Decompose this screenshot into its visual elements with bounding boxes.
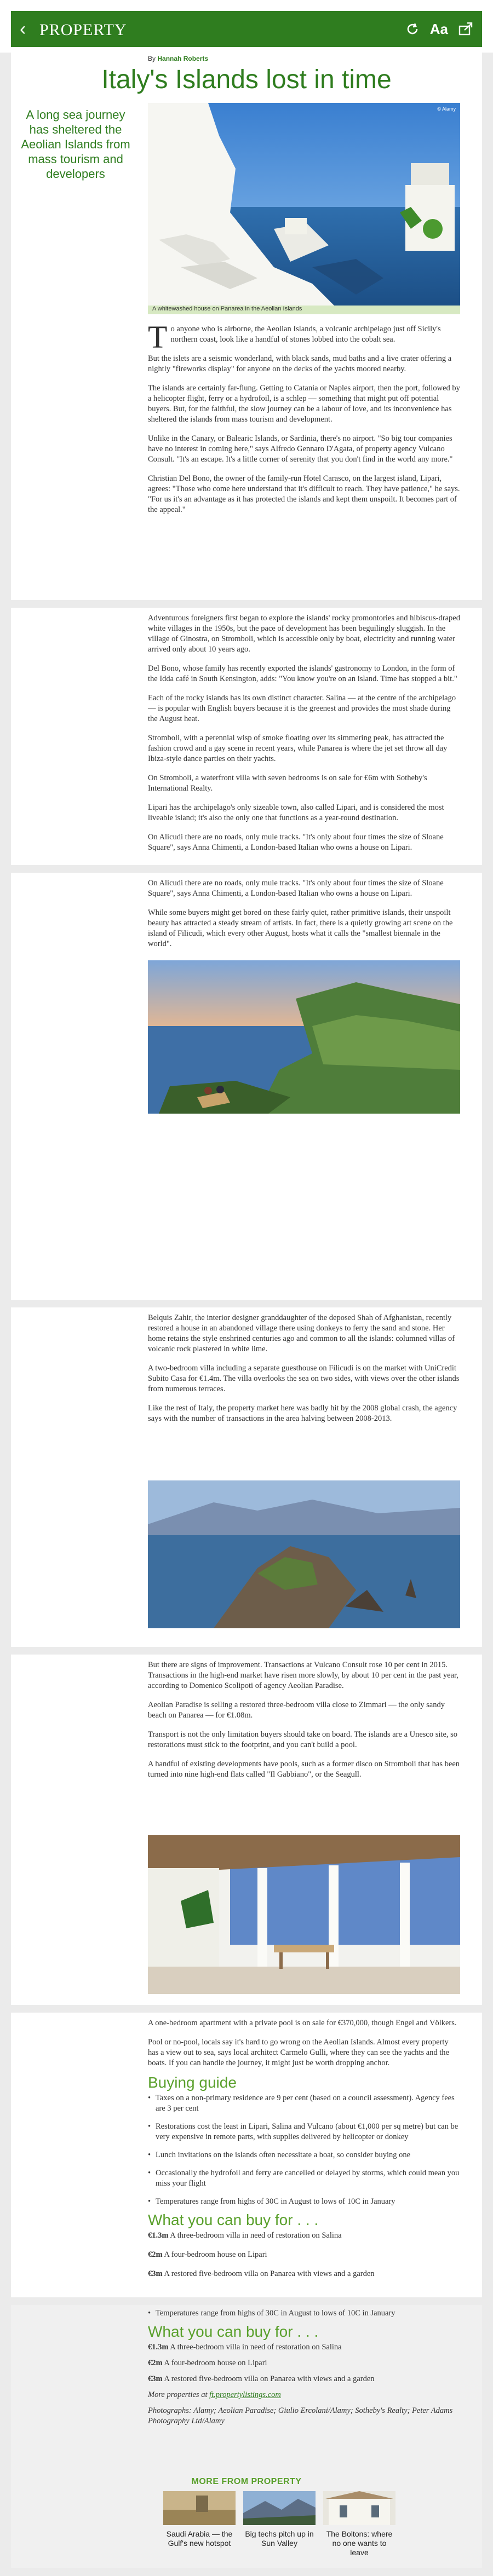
more-card[interactable] xyxy=(243,2491,316,2557)
paragraph: On Alicudi there are no roads, only mule tracks. "It's only about four times the size of Sloane Square", says Anna Chimenti, a London-based Italian who owns a house on Lipari. xyxy=(148,833,444,852)
paragraph: Belquis Zahir, the interior designer granddaughter of the deposed Shah of Afghanistan, recently restored a house in an abandoned village there using donkeys to ferry the sand and stone. Her home retains the style enshrined centuries ago and common to all the islands: columned villas of volcanic rock plastered in white lime. xyxy=(148,1313,455,1353)
photo-villa-pergola xyxy=(148,1835,460,1994)
paragraph: Stromboli, with a perennial wisp of smoke floating over its simmering peak, has attracted the fashion crowd and a gay scene in recent years, while Panarea is where the jet set throw all day Ibiza-style dance parties on their yachts. xyxy=(148,734,448,763)
price-desc: A restored five-bedroom villa on Panarea with views and a garden xyxy=(164,2375,375,2383)
more-properties-link[interactable]: ft.propertylistings.com xyxy=(209,2390,281,2399)
card-title: Big techs pitch up in Sun Valley xyxy=(245,2529,314,2548)
section-header xyxy=(11,11,482,47)
figure-islands-view xyxy=(148,1480,460,1628)
back-arrow-icon[interactable]: ‹ xyxy=(20,19,26,39)
byline-prefix: By xyxy=(148,55,156,62)
price: €2m xyxy=(148,2250,163,2259)
price-item xyxy=(148,2374,460,2384)
top-bar xyxy=(0,0,493,53)
paragraph: Like the rest of Italy, the property market here was badly hit by the 2008 global crash, the agency says with the number of transactions in the area halving between 2008-2013. xyxy=(148,1404,457,1423)
photo-credits: Photographs: Alamy; Aeolian Paradise; Giulio Ercolani/Alamy; Sotheby's Realty; Peter Adams Photography Ltd/Alamy xyxy=(148,2406,453,2425)
paragraph: But there are signs of improvement. Transactions at Vulcano Consult rose 10 per cent in 2015. Transactions in the high-end market have risen more slowly, by about 10 per cent in the past year, according to Domenico Scolipoti of agency Aeolian Paradise. xyxy=(148,1661,458,1690)
hero-credit: © Alamy xyxy=(437,106,456,112)
font-size-icon[interactable]: Aa xyxy=(429,21,448,37)
price: €1.3m xyxy=(148,2231,169,2240)
paragraph: Each of the rocky islands has its own distinct character. Salina — at the centre of the archipelago — is popular with English buyers because it is the greenest and provides the most shade during the August heat. xyxy=(148,694,456,723)
price: €3m xyxy=(148,2269,163,2278)
article-body-6 xyxy=(148,2018,460,2288)
article-body-1 xyxy=(148,319,460,524)
buying-guide-list xyxy=(148,2093,460,2207)
price-desc: A restored five-bedroom villa on Panarea with views and a garden xyxy=(164,2269,375,2278)
paragraph xyxy=(148,319,460,355)
more-properties xyxy=(148,2390,460,2400)
hero-caption: A whitewashed house on Panarea in the Aeolian Islands xyxy=(152,306,302,312)
article-body-5 xyxy=(148,1660,460,1789)
article-page-5 xyxy=(11,1655,482,2005)
more-from-cards xyxy=(163,2491,395,2557)
paragraph: Del Bono, whose family has recently exported the islands' gastronomy to London, in the form of the Idda café in South Kensington, adds: "You know you're on an island. Time has stopped a bit." xyxy=(148,664,457,683)
article-page-3 xyxy=(11,873,482,1300)
buying-guide-title: Buying guide xyxy=(148,2074,237,2091)
price-item xyxy=(148,2250,460,2260)
hero-image xyxy=(148,103,460,314)
paragraph: Adventurous foreigners first began to explore the islands' rocky promontories and hibiscus-draped white villages in the 1950s, but the pace of development has been beguilingly sluggish. In the village of Ginostra, on Stromboli, which is accessible only by boat, electricity and running water arrived only about 10 years ago. xyxy=(148,614,460,654)
article-body-7 xyxy=(148,2308,460,2435)
what-you-can-buy-title: What you can buy for . . . xyxy=(148,2211,319,2228)
hero-photo-whitewashed-house xyxy=(148,103,460,314)
paragraph-text: o anyone who is airborne, the Aeolian Islands, a volcanic archipelago just off Sicily's northern coast, look like a handful of stones lobbed into the cobalt sea. xyxy=(170,325,441,344)
paragraph: The islands are certainly far-flung. Getting to Catania or Naples airport, then the port, followed by a helicopter flight, ferry or a hydrofoil, is a schlep — something that might put off potential buyers. But, for the faithful, the slow journey can be a labour of love, and its inconvenience has sheltered the islands from mass tourism and development. xyxy=(148,384,460,424)
dropcap: T xyxy=(148,319,168,355)
paragraph: A two-bedroom villa including a separate guesthouse on Filicudi is on the market with UniCredit Subito Casa for €1.4m. The villa overlooks the sea on two sides, with views over the other islands from numerous terraces. xyxy=(148,1364,460,1393)
refresh-icon[interactable] xyxy=(405,21,420,37)
paragraph: On Alicudi there are no roads, only mule tracks. "It's only about four times the size of Sloane Square", says Anna Chimenti, a London-based Italian who owns a house on Lipari. xyxy=(148,879,444,898)
price-desc: A three-bedroom villa in need of restoration on Salina xyxy=(170,2343,342,2352)
standfirst: A long sea journey has sheltered the Aeolian Islands from mass tourism and developers xyxy=(21,108,130,181)
list-item: • Taxes on a non-primary residence are 9 per cent (based on a council assessment). Agency fees are 3 per cent xyxy=(148,2093,460,2114)
paragraph: A one-bedroom apartment with a private pool is on sale for €370,000, though Engel and Völkers. xyxy=(148,2019,457,2027)
paragraph: Lipari has the archipelago's only sizeable town, also called Lipari, and is considered the most liveable island; it's also the only one that functions as a year-round destination. xyxy=(148,803,444,822)
photo-aeolian-coast xyxy=(148,1480,460,1628)
headline: Italy's Islands lost in time xyxy=(101,65,392,94)
price: €1.3m xyxy=(148,2343,169,2352)
paragraph: But the islets are a seismic wonderland, with black sands, mud baths and a live crater offering a nightly "fireworks display" for anyone on the decks of the yachts moored nearby. xyxy=(148,354,452,373)
paragraph: Unlike in the Canary, or Balearic Islands, or Sardinia, there's no airport. "So big tour companies have no interest in coming here," says Alfredo Gennaro D'Agata, of property agency Vulcano Consult. "It's an escape. It's a little corner of serenity that you don't find in the world any more." xyxy=(148,434,453,464)
article-page-6 xyxy=(11,2013,482,2297)
article-page-1 xyxy=(11,53,482,600)
price: €3m xyxy=(148,2375,163,2383)
paragraph: Aeolian Paradise is selling a restored three-bedroom villa close to Zimmari — the only sandy beach on Panarea — for €1.08m. xyxy=(148,1701,445,1720)
more-from-title: MORE FROM PROPERTY xyxy=(191,2477,302,2486)
card-thumbnail xyxy=(323,2491,395,2525)
price-desc: A three-bedroom villa in need of restoration on Salina xyxy=(170,2231,342,2240)
card-thumbnail xyxy=(163,2491,236,2525)
list-item: • Occasionally the hydrofoil and ferry are cancelled or delayed by storms, which could mean you miss your flight xyxy=(148,2168,460,2189)
price-item xyxy=(148,2358,460,2368)
article-body-3 xyxy=(148,878,460,958)
list-item: • Temperatures range from highs of 30C in August to lows of 10C in January xyxy=(148,2308,460,2319)
paragraph: Pool or no-pool, locals say it's hard to go wrong on the Aeolian Islands. Almost every property has a view out to sea, says local architect Carmelo Gulli, where they can see the yachts and the boats. If you can handle the journey, it might just be worth dropping anchor. xyxy=(148,2038,449,2067)
card-title: Saudi Arabia — the Gulf's new hotspot xyxy=(166,2529,233,2548)
share-icon[interactable] xyxy=(458,21,473,37)
list-item: • Temperatures range from highs of 30C in August to lows of 10C in January xyxy=(148,2197,460,2207)
price-desc: A four-bedroom house on Lipari xyxy=(164,2250,267,2259)
more-card[interactable] xyxy=(163,2491,236,2557)
article-page-2 xyxy=(11,608,482,865)
bottom-gutter xyxy=(11,2568,482,2576)
paragraph: While some buyers might get bored on these fairly quiet, rather primitive islands, their unspoilt beauty has attracted a steady stream of artists. In fact, there is a quietly growing art scene on the island of Filicudi, which every other August, hosts what it calls the "smallest biennale in the world". xyxy=(148,908,453,948)
photo-coastline-diners xyxy=(148,960,460,1114)
toolbar-icons xyxy=(405,20,473,38)
paragraph: Christian Del Bono, the owner of the family-run Hotel Carasco, on the largest island, Lipari, agrees: "Those who come here understand that it's difficult to reach. They have patience," he says. "For us it's an advantage as it has protected the islands and kept them unspoilt. It becomes part of the appeal." xyxy=(148,474,460,514)
article-page-4 xyxy=(11,1307,482,1647)
paragraph: On Stromboli, a waterfront villa with seven bedrooms is on sale for €6m with Sotheby's International Realty. xyxy=(148,774,427,793)
card-title: The Boltons: where no one wants to leave xyxy=(326,2529,393,2557)
card-thumbnail xyxy=(243,2491,316,2525)
list-item: • Restorations cost the least in Lipari, Salina and Vulcano (about €1,000 per sq metre) but can be very expensive in remote parts, with supplies delivered by helicopter or donkey xyxy=(148,2122,460,2142)
byline xyxy=(148,55,208,62)
more-card[interactable] xyxy=(323,2491,395,2557)
price-item xyxy=(148,2342,460,2353)
article-body-4 xyxy=(148,1313,460,1433)
what-you-can-buy-title-repeat: What you can buy for . . . xyxy=(148,2323,319,2340)
paragraph: A handful of existing developments have pools, such as a former disco on Stromboli that has been turned into nine high-end flats called "Il Gabbiano", or the Seagull. xyxy=(148,1760,460,1779)
buying-guide-list-repeat xyxy=(148,2308,460,2319)
more-prefix: More properties at xyxy=(148,2390,208,2399)
author-link[interactable]: Hannah Roberts xyxy=(157,55,209,62)
section-title[interactable]: PROPERTY xyxy=(39,21,127,39)
list-item: • Lunch invitations on the islands often necessitate a boat, so consider buying one xyxy=(148,2150,460,2160)
price-desc: A four-bedroom house on Lipari xyxy=(164,2359,267,2367)
more-from-section xyxy=(11,2475,482,2568)
price-item xyxy=(148,2269,460,2279)
figure-coastal-terrace xyxy=(148,960,460,1114)
figure-villa-terrace xyxy=(148,1835,460,1994)
article-body-2 xyxy=(148,613,460,862)
paragraph: Transport is not the only limitation buyers should take on board. The islands are a Unesco site, so restorations must stick to the footprint, and you can't build a pool. xyxy=(148,1730,458,1749)
price: €2m xyxy=(148,2359,163,2367)
price-item xyxy=(148,2231,460,2241)
